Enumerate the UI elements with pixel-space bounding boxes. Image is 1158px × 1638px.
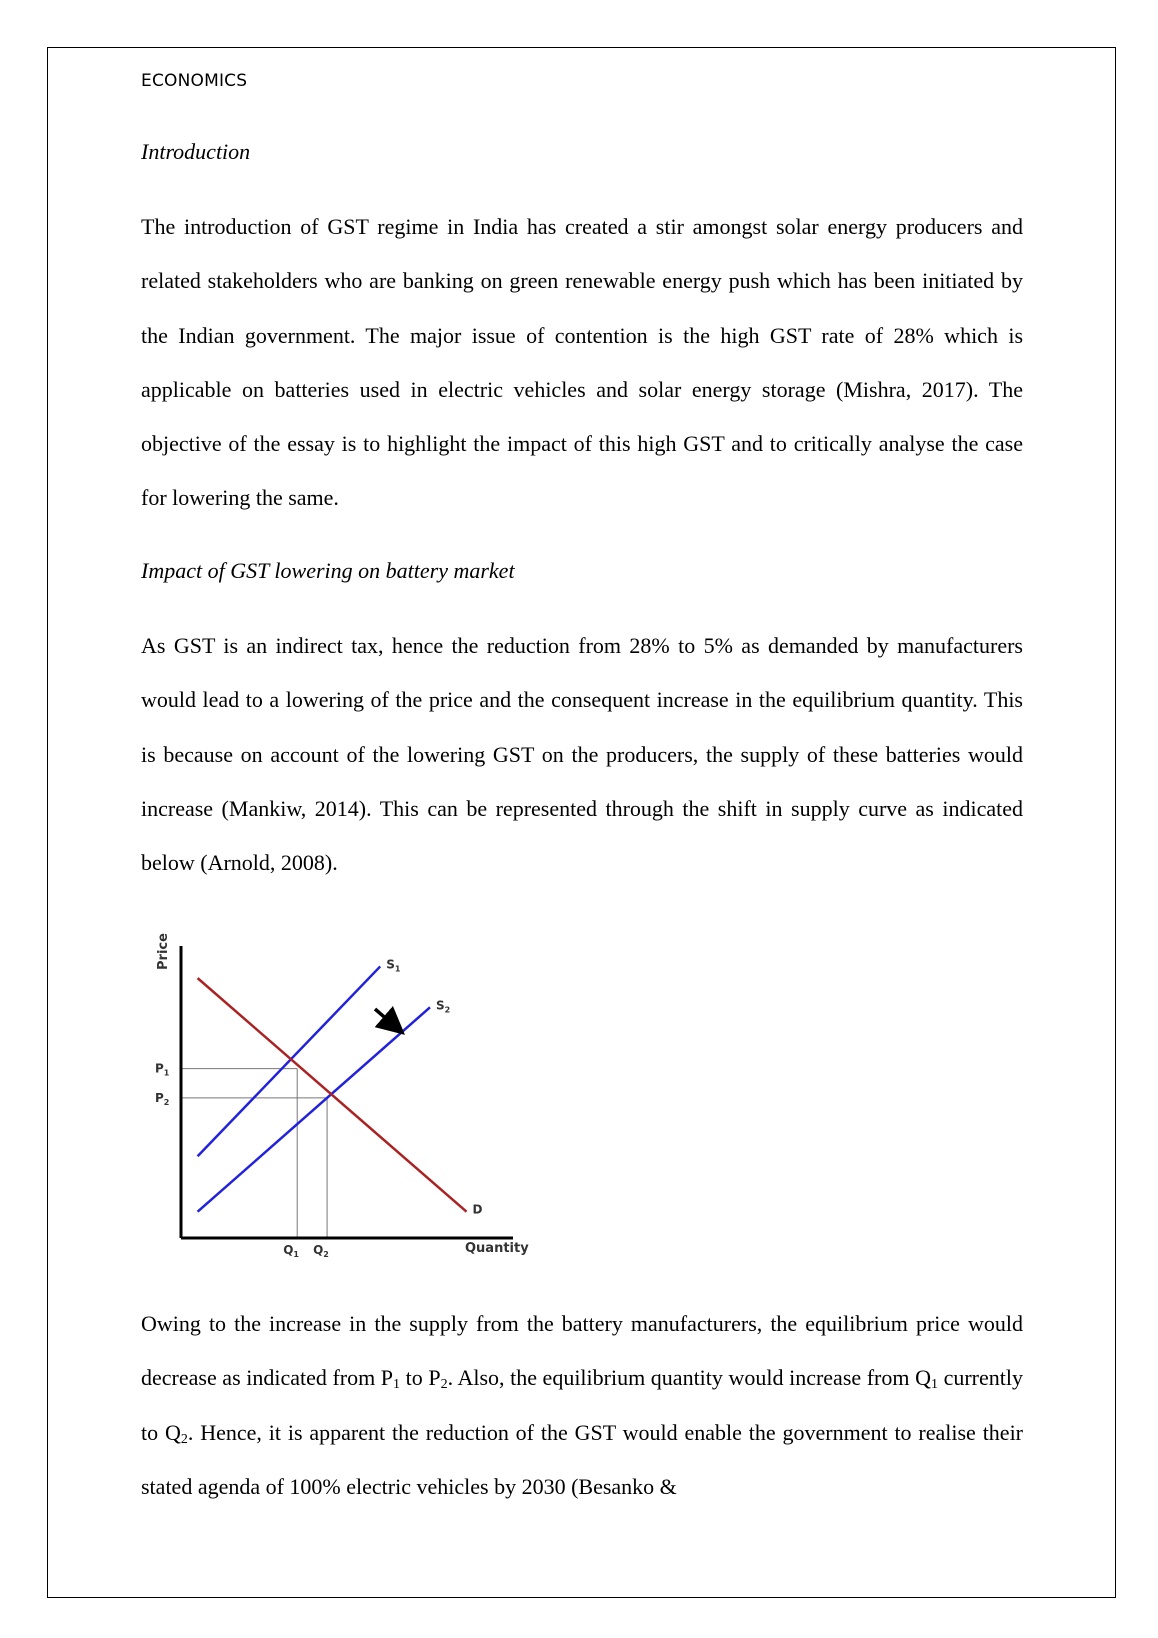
supply-curve-s2 bbox=[198, 1007, 430, 1211]
quantity-tick-label: $Q_2$ bbox=[313, 1243, 329, 1258]
y-axis-title: Price bbox=[156, 933, 171, 970]
conclusion-paragraph: Owing to the increase in the supply from the battery manufacturers, the equilibrium price would decrease as indicated from $P_1$ to $P_2$. Also, the equilibrium quantity would increase from $Q_1$ currently to $Q_2$. Hence, it is apparent the reduction of the GST would enable the government to realise their stated agenda of 100% electric vehicles by 2030 (Besanko & bbox=[141, 1311, 1024, 1499]
price-tick-label: $P_2$ bbox=[155, 1090, 170, 1107]
series-label: D bbox=[472, 1202, 483, 1217]
introduction-heading: Introduction bbox=[141, 139, 251, 164]
quantity-tick-label: $Q_1$ bbox=[283, 1243, 299, 1258]
series-label: $S_1$ bbox=[386, 957, 401, 974]
introduction-paragraph: The introduction of GST regime in India has created a stir amongst solar energy producers and related stakeholders who are banking on green renewable energy push which has been initiated by the Indian government. The major issue of contention is the high GST rate of 28% which is applicable on batteries used in electric vehicles and solar energy storage (Mishra, 2017). The objective of the essay is to highlight the impact of this high GST and to critically analyse the case for lowering the same. bbox=[141, 214, 1023, 511]
supply-demand-chart bbox=[141, 922, 545, 1258]
x-axis-title: Quantity bbox=[465, 1241, 529, 1256]
impact-heading: Impact of GST lowering on battery market bbox=[141, 558, 515, 583]
price-tick-label: $P_1$ bbox=[155, 1061, 170, 1078]
impact-paragraph: As GST is an indirect tax, hence the reduction from 28% to 5% as demanded by manufacturers would lead to a lowering of the price and the consequent increase in the equilibrium quantity. This is because on account of the lowering GST on the producers, the supply of these batteries would increase (Mankiw, 2014). This can be represented through the shift in supply curve as indicated below (Arnold, 2008). bbox=[141, 633, 1023, 876]
supply-curve-s1 bbox=[198, 966, 381, 1156]
supply-shift-arrow bbox=[375, 1009, 397, 1028]
running-header: ECONOMICS bbox=[141, 71, 248, 91]
series-label: $S_2$ bbox=[436, 998, 451, 1015]
